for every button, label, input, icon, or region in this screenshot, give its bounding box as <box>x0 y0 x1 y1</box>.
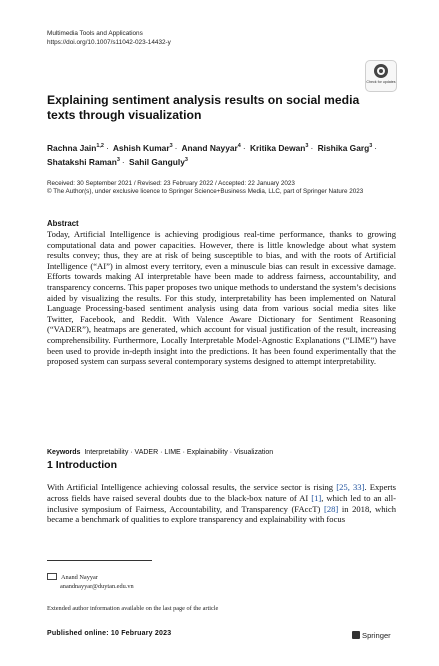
journal-header <box>47 29 171 47</box>
keywords-list: Interpretability · VADER · LIME · Explainability · Visualization <box>84 449 274 456</box>
author-name[interactable]: Shatakshi Raman <box>47 157 117 168</box>
text-run: , which led to an all-inclusive symposium of Fairness, Accountability, and Transparency (FAccT) <box>47 492 397 514</box>
extended-author-info: Extended author information available on the last page of the article <box>47 605 219 612</box>
footnote-rule <box>47 560 152 561</box>
citation-link[interactable]: [28] <box>323 503 339 514</box>
author-name[interactable]: Rachna Jain <box>47 142 97 153</box>
introduction-paragraph <box>47 482 396 525</box>
journal-name: Multimedia Tools and Applications <box>47 30 143 37</box>
article-history <box>47 180 407 196</box>
corresponding-author-email[interactable]: anandnayyar@duytan.edu.vn <box>60 583 134 590</box>
affiliation-mark: 3 <box>116 157 120 164</box>
author-name[interactable]: Anand Nayyar <box>181 142 238 153</box>
text-run: in 2018, which became a benchmark of qualities to explore transparency and explainability with focus <box>47 503 396 525</box>
keywords-line <box>47 449 407 456</box>
abstract-text: Today, Artificial Intelligence is achieving prodigious real-time performance, thanks to growing computational data and power capacities. However, there is little knowledge about what system results convey; thus, they are at risk of being susceptible to bias, and with the roots of Artificial Intelligence (“AI”) in almost every territory, even a minuscule bias can result in excessive damage. Efforts towards making AI interpretable have been made to address fairness, accountability, and transparency concerns. This paper proposes two unique methods to understand the system’s decisions aided by visualizing the results. For this study, interpretability has been implemented on Natural Language Processing-based sentiment analysis using data from various social media sites like Twitter, Facebook, and Reddit. With Valence Aware Dictionary for Sentiment Reasoning (“VADER”), heatmaps are generated, which account for visual justification of the result, increasing comprehensibility. Furthermore, Locally Interpretable Model-Agnostic Explanations (“LIME”) have been used to provide in-depth insight into the predictions. It has been found experimentally that the proposed system can surpass several contemporary systems designed to attempt interpretability. <box>47 229 397 367</box>
article-title: Explaining sentiment analysis results on social media texts through visualization <box>47 93 360 122</box>
author-name[interactable]: Sahil Ganguly <box>129 157 185 168</box>
badge-label: Check for updates <box>366 80 396 84</box>
springer-horse-icon <box>352 631 360 639</box>
citation-link[interactable]: [1] <box>311 492 322 503</box>
abstract-heading: Abstract <box>47 219 79 228</box>
published-online-date: Published online: 10 February 2023 <box>47 630 172 637</box>
affiliation-mark: 3 <box>169 143 173 149</box>
author-name[interactable]: Kritika Dewan <box>249 142 306 153</box>
doi-link[interactable]: https://doi.org/10.1007/s11042-023-14432-y <box>47 39 171 46</box>
check-for-updates-badge[interactable] <box>365 60 397 92</box>
author-list: Rachna Jain$^{1,2}$ · Ashish Kumar$^3$ · Anand Nayyar$^4$ · Kritika Dewan$^3$ · Rishika Garg$^3$ · Shatakshi Raman$^3$ · Sahil Ganguly$^3$ <box>47 142 378 168</box>
publisher-name: Springer <box>362 631 391 640</box>
section-heading-introduction: 1 Introduction <box>47 459 117 471</box>
author-name[interactable]: Rishika Garg <box>317 142 370 153</box>
affiliation-mark: 3 <box>305 143 309 149</box>
author-name[interactable]: Ashish Kumar <box>112 142 170 153</box>
envelope-icon <box>47 573 57 580</box>
affiliation-mark: 4 <box>237 143 241 149</box>
corresponding-author-name: Anand Nayyar <box>61 574 98 581</box>
affiliation-mark: 3 <box>184 157 188 164</box>
keywords-label: Keywords <box>47 449 81 456</box>
text-run: . Experts across fields have raised several doubts due to the black-box nature of AI <box>47 482 396 503</box>
citation-link[interactable]: [25, 33] <box>336 482 365 492</box>
publisher-logo <box>352 630 391 640</box>
text-run: With Artificial Intelligence achieving colossal results, the service sector is rising <box>47 482 337 492</box>
update-icon <box>374 64 388 78</box>
corresponding-author-footnote <box>47 572 134 591</box>
copyright-line: © The Author(s), under exclusive licence to Springer Science+Business Media, LLC, part of Springer Nature 2023 <box>47 188 364 195</box>
affiliation-mark: 1,2 <box>96 143 104 149</box>
affiliation-mark: 3 <box>369 143 373 149</box>
received-dates: Received: 30 September 2021 / Revised: 23 February 2022 / Accepted: 22 January 2023 <box>47 180 295 187</box>
